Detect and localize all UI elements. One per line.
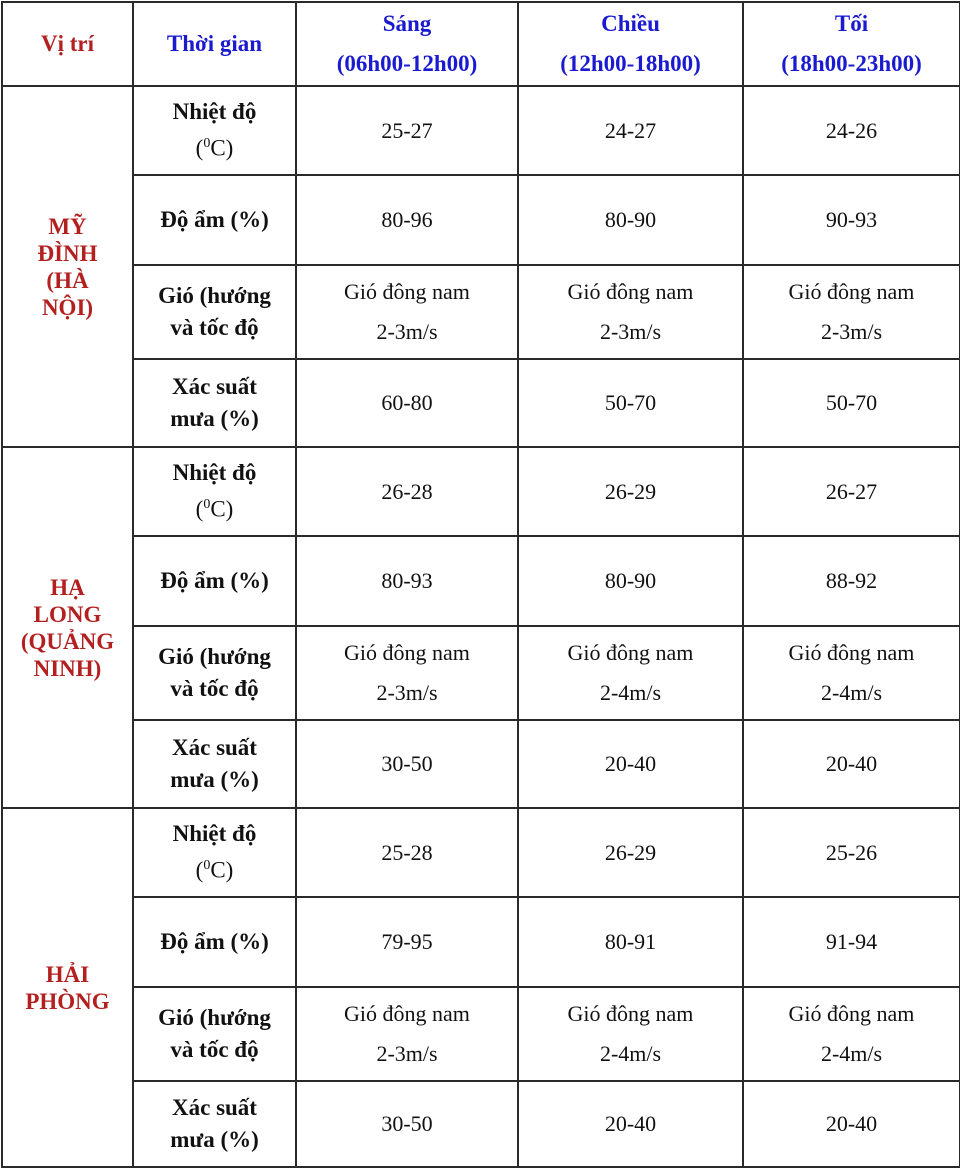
param-label: Gió (hướng [158, 644, 271, 669]
temp-evening: 24-26 [743, 86, 960, 175]
param-label: và tốc độ [170, 315, 259, 340]
table-row [2, 86, 960, 175]
location-name-line: ĐÌNH [37, 240, 98, 266]
humidity-morning: 80-93 [296, 536, 518, 626]
locations-body [2, 86, 960, 1167]
unit-open: ( [195, 135, 204, 161]
unit-open: ( [195, 857, 204, 883]
location-name-line: NINH) [33, 655, 102, 681]
header-position: Vị trí [2, 2, 133, 86]
location-name-line: MỸ [48, 213, 87, 239]
wind-afternoon [518, 626, 743, 720]
location-name-line: NỘI) [41, 294, 94, 320]
degree-sup: 0 [203, 497, 211, 513]
period-name: Tối [834, 11, 869, 36]
wind-direction: Gió đông nam [344, 279, 470, 304]
param-label: mưa (%) [170, 406, 259, 431]
wind-direction: Gió đông nam [567, 279, 694, 304]
table-row [2, 1081, 960, 1167]
param-unit [134, 489, 295, 526]
wind-speed: 2-3m/s [376, 1041, 438, 1066]
wind-speed: 2-4m/s [820, 1041, 883, 1066]
table-row [2, 265, 960, 359]
rain-afternoon: 20-40 [518, 1081, 743, 1167]
humidity-afternoon: 80-90 [518, 536, 743, 626]
wind-speed: 2-3m/s [376, 680, 438, 705]
table-row [2, 720, 960, 808]
param-label: Nhiệt độ [172, 460, 257, 486]
humidity-morning: 79-95 [296, 897, 518, 987]
period-range: (18h00-23h00) [781, 51, 922, 76]
header-time: Thời gian [133, 2, 296, 86]
param-label: Nhiệt độ [172, 99, 257, 125]
table-row [2, 359, 960, 447]
param-label: Nhiệt độ [172, 821, 257, 847]
rain-evening: 20-40 [743, 1081, 960, 1167]
wind-afternoon [518, 265, 743, 359]
degree-sup: 0 [203, 858, 211, 874]
param-temperature [133, 447, 296, 536]
header-period-afternoon [518, 2, 743, 86]
rain-morning: 60-80 [296, 359, 518, 447]
param-temperature [133, 808, 296, 897]
param-wind [133, 626, 296, 720]
param-rain [133, 1081, 296, 1167]
table-row [2, 987, 960, 1081]
wind-speed: 2-4m/s [820, 680, 883, 705]
wind-morning [296, 626, 518, 720]
param-label: và tốc độ [170, 1037, 259, 1062]
table-row [2, 626, 960, 720]
location-name [2, 447, 133, 808]
wind-direction: Gió đông nam [788, 279, 915, 304]
unit-c: C) [210, 496, 234, 522]
humidity-evening: 90-93 [743, 175, 960, 265]
param-label: Xác suất [172, 374, 257, 399]
param-unit [134, 850, 295, 887]
param-label: Xác suất [172, 1095, 257, 1120]
wind-speed: 2-3m/s [599, 319, 662, 344]
param-rain [133, 720, 296, 808]
humidity-afternoon: 80-91 [518, 897, 743, 987]
temp-morning: 26-28 [296, 447, 518, 536]
temp-morning: 25-27 [296, 86, 518, 175]
location-name-line: (QUẢNG [20, 628, 115, 654]
humidity-evening: 91-94 [743, 897, 960, 987]
period-range: (06h00-12h00) [336, 51, 478, 76]
degree-sup: 0 [203, 136, 211, 152]
location-name-line: HẠ [50, 574, 85, 600]
param-humidity: Độ ẩm (%) [133, 175, 296, 265]
param-wind [133, 265, 296, 359]
rain-evening: 50-70 [743, 359, 960, 447]
location-name [2, 808, 133, 1167]
param-label: Gió (hướng [158, 283, 271, 308]
location-name-line: (HÀ [46, 267, 89, 293]
humidity-evening: 88-92 [743, 536, 960, 626]
wind-morning [296, 265, 518, 359]
wind-direction: Gió đông nam [344, 640, 470, 665]
wind-direction: Gió đông nam [788, 640, 915, 665]
temp-evening: 26-27 [743, 447, 960, 536]
wind-afternoon [518, 987, 743, 1081]
table-row [2, 808, 960, 897]
param-wind [133, 987, 296, 1081]
weather-forecast-table [1, 1, 960, 1168]
wind-morning [296, 987, 518, 1081]
wind-evening [743, 626, 960, 720]
period-name: Sáng [382, 11, 432, 36]
unit-c: C) [210, 135, 234, 161]
temp-afternoon: 26-29 [518, 808, 743, 897]
wind-speed: 2-4m/s [599, 680, 662, 705]
wind-direction: Gió đông nam [567, 640, 694, 665]
wind-direction: Gió đông nam [344, 1001, 470, 1026]
wind-direction: Gió đông nam [788, 1001, 915, 1026]
temp-morning: 25-28 [296, 808, 518, 897]
temp-afternoon: 26-29 [518, 447, 743, 536]
location-name-line: PHÒNG [25, 988, 110, 1014]
temp-afternoon: 24-27 [518, 86, 743, 175]
temp-evening: 25-26 [743, 808, 960, 897]
rain-morning: 30-50 [296, 720, 518, 808]
wind-direction: Gió đông nam [567, 1001, 694, 1026]
table-row [2, 897, 960, 987]
location-name [2, 86, 133, 447]
header-period-evening [743, 2, 960, 86]
period-name: Chiều [601, 11, 660, 36]
rain-afternoon: 50-70 [518, 359, 743, 447]
param-label: mưa (%) [170, 767, 259, 792]
wind-evening [743, 265, 960, 359]
wind-evening [743, 987, 960, 1081]
rain-morning: 30-50 [296, 1081, 518, 1167]
wind-speed: 2-4m/s [599, 1041, 662, 1066]
param-unit [134, 128, 295, 165]
location-name-line: LONG [33, 601, 102, 627]
wind-speed: 2-3m/s [376, 319, 438, 344]
rain-afternoon: 20-40 [518, 720, 743, 808]
param-temperature [133, 86, 296, 175]
header-row [2, 2, 960, 86]
param-humidity: Độ ẩm (%) [133, 536, 296, 626]
param-humidity: Độ ẩm (%) [133, 897, 296, 987]
param-label: Gió (hướng [158, 1005, 271, 1030]
param-label: và tốc độ [170, 676, 259, 701]
unit-c: C) [210, 857, 234, 883]
wind-speed: 2-3m/s [820, 319, 883, 344]
header-period-morning [296, 2, 518, 86]
location-name-line: HẢI [45, 961, 90, 987]
unit-open: ( [195, 496, 204, 522]
param-label: Xác suất [172, 735, 257, 760]
param-rain [133, 359, 296, 447]
humidity-morning: 80-96 [296, 175, 518, 265]
rain-evening: 20-40 [743, 720, 960, 808]
table-row [2, 536, 960, 626]
humidity-afternoon: 80-90 [518, 175, 743, 265]
table-row [2, 175, 960, 265]
period-range: (12h00-18h00) [560, 51, 701, 76]
table-row [2, 447, 960, 536]
param-label: mưa (%) [170, 1127, 259, 1152]
